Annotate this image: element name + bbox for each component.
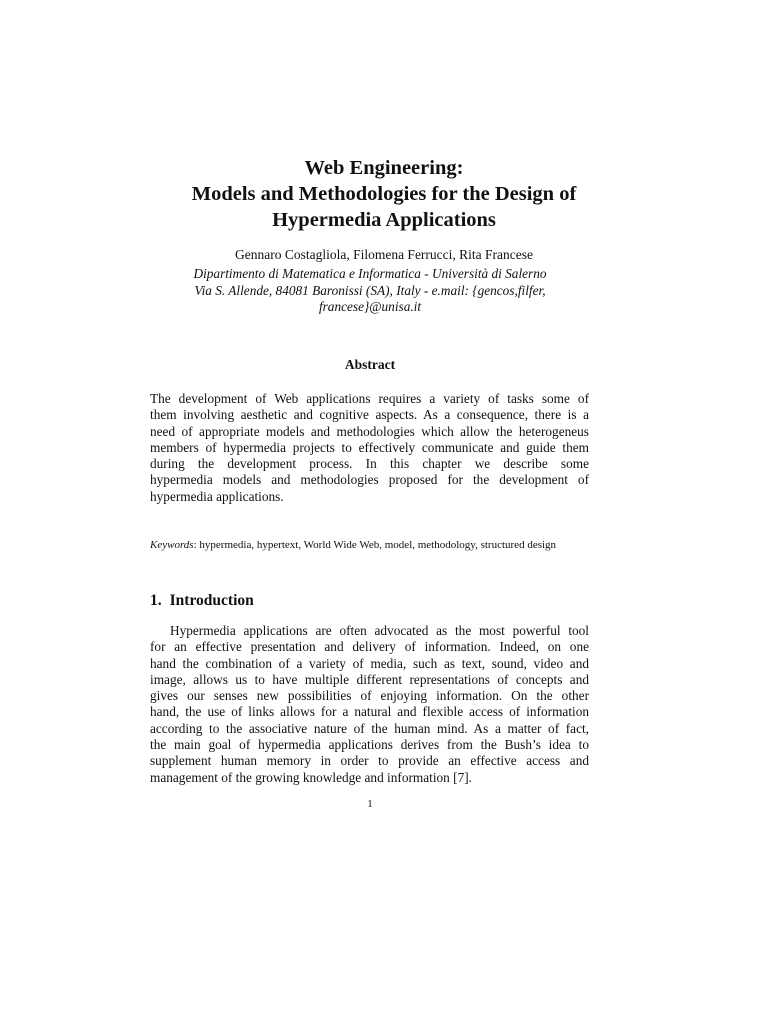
intro-line: Hypermedia applications are often advocated as the most powerful tool bbox=[170, 623, 589, 638]
title-line-1: Web Engineering: bbox=[304, 157, 464, 179]
keywords-label: Keywords bbox=[150, 539, 194, 551]
intro-line: for an effective presentation and delivery of information. Indeed, on one bbox=[150, 639, 589, 655]
intro-line: management of the growing knowledge and information [7]. bbox=[150, 769, 472, 785]
paper-title bbox=[0, 155, 768, 233]
intro-line: supplement human memory in order to provide an effective access and bbox=[150, 753, 589, 769]
abstract-line: them involving aesthetic and cognitive aspects. As a consequence, there is a bbox=[150, 407, 589, 423]
introduction-text bbox=[150, 623, 589, 786]
abstract-heading: Abstract bbox=[344, 357, 396, 372]
intro-line: image, allows us to have multiple different representations of concepts and bbox=[150, 671, 589, 687]
title-line-3: Hypermedia Applications bbox=[272, 209, 496, 231]
affiliation-line-2: Via S. Allende, 84081 Baronissi (SA), Italy - e.mail: {gencos,filfer, bbox=[194, 282, 546, 298]
abstract-line: hypermedia applications. bbox=[150, 488, 284, 504]
abstract-line: need of appropriate models and methodologies which allow the heterogeneus bbox=[150, 423, 589, 439]
section-number: 1. bbox=[150, 592, 162, 609]
abstract-line: members of hypermedia projects to effectively communicate and guide them bbox=[150, 439, 589, 455]
intro-line: the main goal of hypermedia applications derives from the Bush’s idea to bbox=[150, 737, 589, 753]
abstract-line: during the development process. In this chapter we describe some bbox=[150, 456, 589, 472]
section-heading bbox=[150, 592, 254, 610]
affiliation-line-1: Dipartimento di Matematica e Informatica - Università di Salerno bbox=[193, 266, 547, 281]
affiliation-line-3: francese}@unisa.it bbox=[318, 299, 422, 314]
keywords bbox=[150, 539, 610, 551]
intro-line: gives our senses new possibilities of enjoying information. On the other bbox=[150, 688, 589, 704]
intro-line: according to the associative nature of the human mind. As a matter of fact, bbox=[150, 720, 589, 736]
abstract-line: hypermedia models and methodologies proposed for the development of bbox=[150, 472, 589, 488]
author-list: Gennaro Costagliola, Filomena Ferrucci, Rita Francese bbox=[234, 247, 534, 262]
intro-line: hand, the use of links allows for a natural and flexible access of information bbox=[150, 704, 589, 720]
affiliation bbox=[0, 266, 740, 316]
title-line-2: Models and Methodologies for the Design of bbox=[191, 183, 577, 205]
intro-line: hand the combination of a variety of media, such as text, sound, video and bbox=[150, 655, 589, 671]
abstract-text bbox=[150, 391, 589, 505]
section-title: Introduction bbox=[169, 592, 254, 609]
abstract-line: The development of Web applications requires a variety of tasks some of bbox=[150, 391, 589, 406]
keywords-text: : hypermedia, hypertext, World Wide Web, model, methodology, structured design bbox=[193, 539, 557, 551]
page-number: 1 bbox=[367, 798, 373, 810]
